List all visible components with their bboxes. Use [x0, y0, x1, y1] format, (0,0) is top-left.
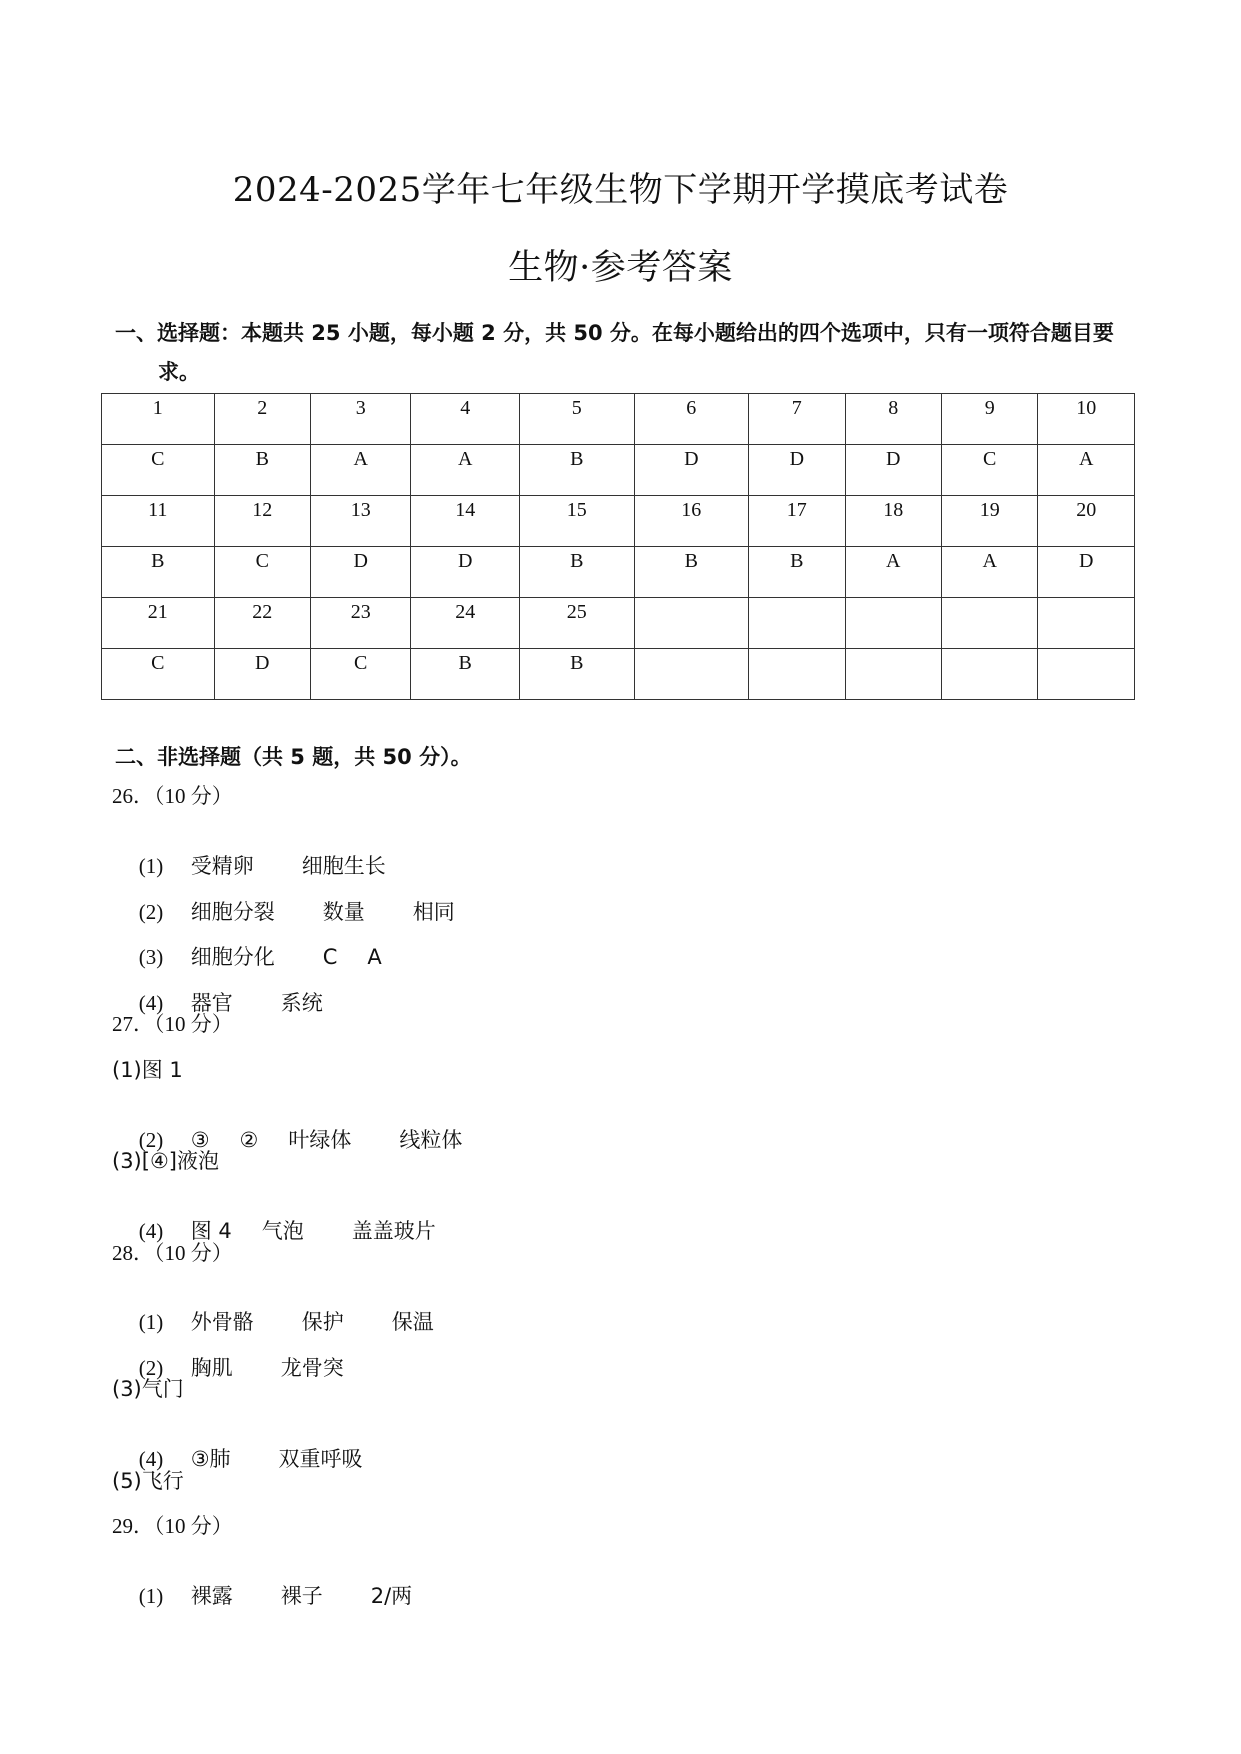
- question-number-cell: 18: [845, 496, 941, 547]
- section1-heading-continued: 求。: [158, 360, 200, 384]
- question-26-head: 26．（10 分）: [112, 784, 233, 808]
- answer-cell: A: [941, 547, 1037, 598]
- answer-cell: [1038, 649, 1135, 700]
- answer-cell: D: [845, 445, 941, 496]
- answer: 气泡: [261, 1219, 304, 1243]
- part-number: (2): [138, 900, 164, 924]
- answer: 保护: [301, 1310, 344, 1334]
- section2-heading: 二、非选择题（共 5 题，共 50 分）。: [115, 745, 472, 769]
- question-number-cell: [1038, 598, 1135, 649]
- answer-cell: [845, 649, 941, 700]
- answer: 裸子: [280, 1584, 323, 1608]
- answer-row: [102, 547, 1135, 598]
- answer-table: [101, 393, 1135, 700]
- q28-part5: (5)飞行: [112, 1469, 184, 1493]
- question-number-cell: [749, 598, 845, 649]
- answer: 胸肌: [190, 1356, 233, 1380]
- part-number: (1): [138, 854, 164, 878]
- part-number: (4): [138, 1219, 164, 1243]
- question-27-head: 27．（10 分）: [112, 1012, 233, 1036]
- exam-title: 2024-2025学年七年级生物下学期开学摸底考试卷: [232, 170, 1009, 210]
- question-number-cell: 3: [310, 394, 410, 445]
- answer: 图 4: [190, 1219, 232, 1243]
- answer-cell: D: [214, 649, 310, 700]
- answer: 外骨骼: [190, 1310, 254, 1334]
- question-number-cell: 12: [214, 496, 310, 547]
- question-number-cell: 4: [411, 394, 520, 445]
- question-number-cell: 6: [634, 394, 749, 445]
- answer-cell: D: [411, 547, 520, 598]
- answer: 2/两: [370, 1584, 413, 1608]
- answer: 叶绿体: [288, 1128, 352, 1152]
- part-number: (4): [138, 1447, 164, 1471]
- question-number-cell: 19: [941, 496, 1037, 547]
- question-number-cell: 16: [634, 496, 749, 547]
- answer-cell: B: [102, 547, 215, 598]
- answer: C: [322, 945, 338, 969]
- question-number-row: [102, 496, 1135, 547]
- answer: ③: [190, 1128, 210, 1152]
- answer: 保温: [391, 1310, 434, 1334]
- answer: 相同: [412, 900, 455, 924]
- question-number-cell: 15: [519, 496, 634, 547]
- question-number-cell: 8: [845, 394, 941, 445]
- answer-cell: [941, 649, 1037, 700]
- answer-cell: D: [749, 445, 845, 496]
- answer-cell: A: [1038, 445, 1135, 496]
- section1-heading: 一、选择题：本题共 25 小题，每小题 2 分，共 50 分。在每小题给出的四个选项中，只有一项符合题目要: [115, 321, 1114, 345]
- answer-cell: B: [411, 649, 520, 700]
- answer-cell: D: [310, 547, 410, 598]
- question-number-cell: 22: [214, 598, 310, 649]
- answer: ③肺: [190, 1447, 231, 1471]
- exam-subtitle: 生物·参考答案: [508, 248, 733, 288]
- question-number-cell: 14: [411, 496, 520, 547]
- answer-cell: B: [214, 445, 310, 496]
- question-number-row: [102, 598, 1135, 649]
- question-29-head: 29．（10 分）: [112, 1514, 233, 1538]
- question-number-cell: 25: [519, 598, 634, 649]
- part-number: (1): [138, 1310, 164, 1334]
- question-28-head: 28．（10 分）: [112, 1241, 233, 1265]
- answer: 细胞生长: [301, 854, 386, 878]
- question-number-cell: 2: [214, 394, 310, 445]
- answer: 裸露: [190, 1584, 233, 1608]
- q27-part1: (1)图 1: [112, 1058, 183, 1082]
- part-number: (2): [138, 1128, 164, 1152]
- question-number-cell: 24: [411, 598, 520, 649]
- answer: 器官: [190, 991, 233, 1015]
- answer-cell: B: [519, 547, 634, 598]
- answer: 龙骨突: [280, 1356, 344, 1380]
- question-number-cell: 17: [749, 496, 845, 547]
- q27-part3: (3)[④]液泡: [112, 1149, 219, 1173]
- question-number-cell: 21: [102, 598, 215, 649]
- answer-cell: [749, 649, 845, 700]
- question-number-cell: 9: [941, 394, 1037, 445]
- question-number-cell: 5: [519, 394, 634, 445]
- q29-part1: [112, 1556, 460, 1634]
- part-number: (4): [138, 991, 164, 1015]
- answer-cell: D: [1038, 547, 1135, 598]
- answer: A: [367, 945, 382, 969]
- answer-cell: A: [845, 547, 941, 598]
- answer-cell: A: [411, 445, 520, 496]
- answer-row: [102, 649, 1135, 700]
- answer: 线粒体: [399, 1128, 463, 1152]
- answer: ②: [239, 1128, 259, 1152]
- answer: 细胞分裂: [190, 900, 275, 924]
- question-number-cell: 13: [310, 496, 410, 547]
- question-number-cell: [941, 598, 1037, 649]
- question-number-cell: 23: [310, 598, 410, 649]
- answer: 双重呼吸: [278, 1447, 363, 1471]
- part-number: (1): [138, 1584, 164, 1608]
- answer: 受精卵: [190, 854, 254, 878]
- answer-row: [102, 445, 1135, 496]
- question-number-cell: [845, 598, 941, 649]
- question-number-cell: [634, 598, 749, 649]
- answer: 数量: [322, 900, 365, 924]
- question-number-cell: 10: [1038, 394, 1135, 445]
- answer-cell: B: [634, 547, 749, 598]
- answer-cell: B: [519, 445, 634, 496]
- answer-cell: C: [214, 547, 310, 598]
- answer-cell: A: [310, 445, 410, 496]
- question-number-row: [102, 394, 1135, 445]
- part-number: (2): [138, 1356, 164, 1380]
- answer-cell: C: [941, 445, 1037, 496]
- question-number-cell: 11: [102, 496, 215, 547]
- answer-cell: B: [749, 547, 845, 598]
- answer-cell: B: [519, 649, 634, 700]
- part-number: (3): [138, 945, 164, 969]
- answer: 系统: [280, 991, 323, 1015]
- question-number-cell: 7: [749, 394, 845, 445]
- answer-cell: C: [310, 649, 410, 700]
- answer-cell: C: [102, 649, 215, 700]
- answer: 细胞分化: [190, 945, 275, 969]
- answer-cell: D: [634, 445, 749, 496]
- question-number-cell: 1: [102, 394, 215, 445]
- question-number-cell: 20: [1038, 496, 1135, 547]
- q28-part3: (3)气门: [112, 1377, 184, 1401]
- answer-cell: C: [102, 445, 215, 496]
- answer: 盖盖玻片: [351, 1219, 436, 1243]
- answer-cell: [634, 649, 749, 700]
